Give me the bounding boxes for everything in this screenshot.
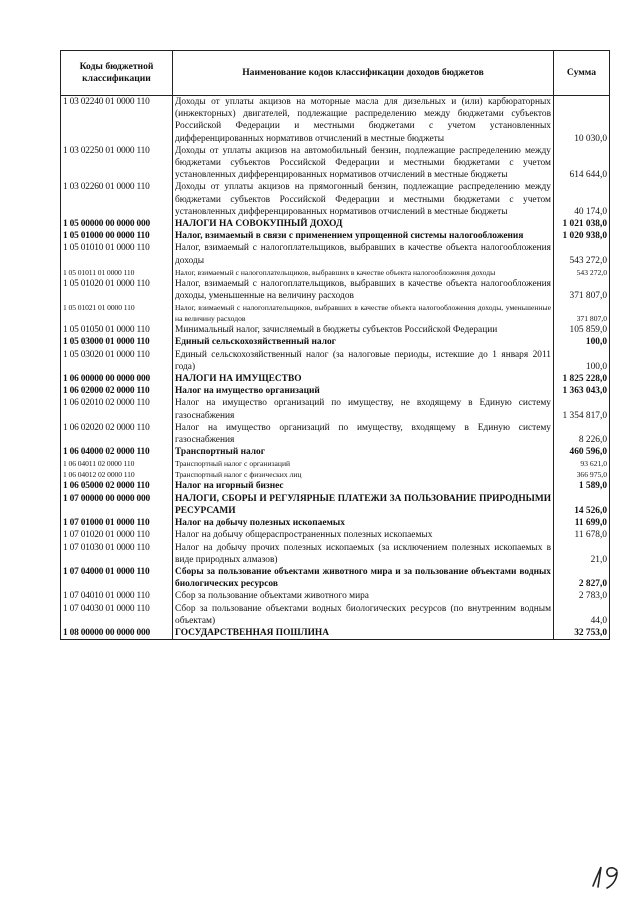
row-code: 1 06 05000 02 0000 110 [61,480,173,492]
row-code: 1 07 01000 01 0000 110 [61,517,173,529]
table-row [61,230,610,242]
row-name: Налог, взимаемый в связи с применением упрощенной системы налогообложения [173,230,554,242]
table-row [61,145,610,182]
row-sum: 2 827,0 [554,566,610,590]
row-code: 1 05 01020 01 0000 110 [61,278,173,302]
row-code: 1 05 01021 01 0000 110 [61,302,173,324]
row-sum: 366 975,0 [554,469,610,480]
row-code: 1 05 00000 00 0000 000 [61,218,173,230]
row-name: Налог на добычу прочих полезных ископаемых (за исключением полезных ископаемых в виде природных алмазов) [173,542,554,566]
table-row [61,302,610,324]
row-sum: 1 825 228,0 [554,373,610,385]
row-sum: 105 859,0 [554,324,610,336]
table-row [61,603,610,627]
table-row [61,458,610,469]
row-sum: 371 807,0 [554,302,610,324]
row-code: 1 07 04000 01 0000 110 [61,566,173,590]
table-row [61,590,610,602]
row-sum: 460 596,0 [554,446,610,458]
table-header-row [61,51,610,96]
row-sum: 100,0 [554,349,610,373]
table-row [61,349,610,373]
row-name: Транспортный налог [173,446,554,458]
table-row [61,242,610,266]
row-sum: 1 021 038,0 [554,218,610,230]
table-row [61,324,610,336]
row-name: Сборы за пользование объектами животного мира и за пользование объектами водных биологических ресурсов [173,566,554,590]
row-name: Минимальный налог, зачисляемый в бюджеты субъектов Российской Федерации [173,324,554,336]
row-name: Единый сельскохозяйственный налог (за налоговые периоды, истекшие до 1 января 2011 года) [173,349,554,373]
row-sum: 1 363 043,0 [554,385,610,397]
row-code: 1 06 00000 00 0000 000 [61,373,173,385]
table-row [61,278,610,302]
row-name: Налог, взимаемый с налогоплательщиков, выбравших в качестве объекта налогообложения доходы [173,242,554,266]
row-code: 1 05 03000 01 0000 110 [61,336,173,348]
row-name: Единый сельскохозяйственный налог [173,336,554,348]
row-sum: 14 526,0 [554,493,610,517]
row-name: Налог на добычу общераспространенных полезных ископаемых [173,529,554,541]
table-row [61,397,610,421]
row-sum: 1 354 817,0 [554,397,610,421]
row-sum: 1 589,0 [554,480,610,492]
row-code: 1 06 02000 02 0000 110 [61,385,173,397]
table-row [61,517,610,529]
table-row [61,267,610,278]
row-name: Налог, взимаемый с налогоплательщиков, выбравших в качестве объекта налогообложения доходы, уменьшенные на величину расходов [173,302,554,324]
table-row [61,493,610,517]
row-sum: 21,0 [554,542,610,566]
row-code: 1 05 01050 01 0000 110 [61,324,173,336]
row-sum: 100,0 [554,336,610,348]
row-name: ГОСУДАРСТВЕННАЯ ПОШЛИНА [173,627,554,640]
row-name: Доходы от уплаты акцизов на прямогонный бензин, подлежащие распределению между бюджетами субъектов Российской Федерации и местными бюджетами с учетом установленных дифференцированных нормативов отчислений в местные бюджеты [173,181,554,218]
row-name: Налог на имущество организаций [173,385,554,397]
header-name: Наименование кодов классификации доходов бюджетов [173,51,554,96]
row-code: 1 03 02250 01 0000 110 [61,145,173,182]
row-name: Доходы от уплаты акцизов на моторные масла для дизельных и (или) карбюраторных (инжекторных) двигателей, подлежащие распределению между бюджетами субъектов Российской Федерации и местными бюджетами с учетом установленных дифференцированных нормативов отчислений в местные бюджеты [173,96,554,145]
row-sum: 32 753,0 [554,627,610,640]
row-code: 1 05 01011 01 0000 110 [61,267,173,278]
row-name: Налог на имущество организаций по имуществу, не входящему в Единую систему газоснабжения [173,397,554,421]
table-row [61,181,610,218]
row-sum: 11 699,0 [554,517,610,529]
row-code: 1 06 04011 02 0000 110 [61,458,173,469]
row-name: Доходы от уплаты акцизов на автомобильный бензин, подлежащие распределению между бюджетами субъектов Российской Федерации и местными бюджетами с учетом установленных дифференцированных нормативов отчислений в местные бюджеты [173,145,554,182]
row-name: Транспортный налог с организаций [173,458,554,469]
table-body [61,96,610,640]
header-sum: Сумма [554,51,610,96]
row-code: 1 05 01010 01 0000 110 [61,242,173,266]
row-name: Налог на имущество организаций по имуществу, входящему в Единую систему газоснабжения [173,422,554,446]
row-sum: 11 678,0 [554,529,610,541]
row-sum: 44,0 [554,603,610,627]
row-code: 1 08 00000 00 0000 000 [61,627,173,640]
row-code: 1 07 01030 01 0000 110 [61,542,173,566]
row-name: Сбор за пользование объектами животного мира [173,590,554,602]
row-code: 1 06 04000 02 0000 110 [61,446,173,458]
row-sum: 614 644,0 [554,145,610,182]
row-code: 1 07 04030 01 0000 110 [61,603,173,627]
row-sum: 543 272,0 [554,242,610,266]
table-row [61,336,610,348]
row-code: 1 03 02240 01 0000 110 [61,96,173,145]
row-name: Сбор за пользование объектами водных биологических ресурсов (по внутренним водным объектам) [173,603,554,627]
handwritten-page-number [590,864,624,890]
row-name: Налог, взимаемый с налогоплательщиков, выбравших в качестве объекта налогообложения доходы [173,267,554,278]
table-row [61,627,610,640]
row-sum: 8 226,0 [554,422,610,446]
row-sum: 40 174,0 [554,181,610,218]
row-code: 1 05 03020 01 0000 110 [61,349,173,373]
table-row [61,469,610,480]
row-name: Налог на игорный бизнес [173,480,554,492]
table-row [61,385,610,397]
table-row [61,529,610,541]
row-name: НАЛОГИ, СБОРЫ И РЕГУЛЯРНЫЕ ПЛАТЕЖИ ЗА ПОЛЬЗОВАНИЕ ПРИРОДНЫМИ РЕСУРСАМИ [173,493,554,517]
row-sum: 93 621,0 [554,458,610,469]
row-sum: 10 030,0 [554,96,610,145]
row-sum: 543 272,0 [554,267,610,278]
row-code: 1 06 02010 02 0000 110 [61,397,173,421]
row-sum: 2 783,0 [554,590,610,602]
table-row [61,446,610,458]
row-code: 1 07 04010 01 0000 110 [61,590,173,602]
row-code: 1 06 04012 02 0000 110 [61,469,173,480]
row-name: НАЛОГИ НА ИМУЩЕСТВО [173,373,554,385]
revenue-table [60,50,610,640]
row-code: 1 07 00000 00 0000 000 [61,493,173,517]
row-name: НАЛОГИ НА СОВОКУПНЫЙ ДОХОД [173,218,554,230]
header-codes: Коды бюджетной классификации [61,51,173,96]
row-code: 1 05 01000 00 0000 110 [61,230,173,242]
row-code: 1 06 02020 02 0000 110 [61,422,173,446]
row-sum: 1 020 938,0 [554,230,610,242]
row-name: Налог на добычу полезных ископаемых [173,517,554,529]
row-code: 1 07 01020 01 0000 110 [61,529,173,541]
table-row [61,422,610,446]
table-row [61,218,610,230]
table-row [61,480,610,492]
table-row [61,566,610,590]
row-name: Транспортный налог с физических лиц [173,469,554,480]
row-name: Налог, взимаемый с налогоплательщиков, выбравших в качестве объекта налогообложения доходы, уменьшенные на величину расходов [173,278,554,302]
row-code: 1 03 02260 01 0000 110 [61,181,173,218]
table-row [61,96,610,145]
row-sum: 371 807,0 [554,278,610,302]
table-row [61,373,610,385]
table-row [61,542,610,566]
